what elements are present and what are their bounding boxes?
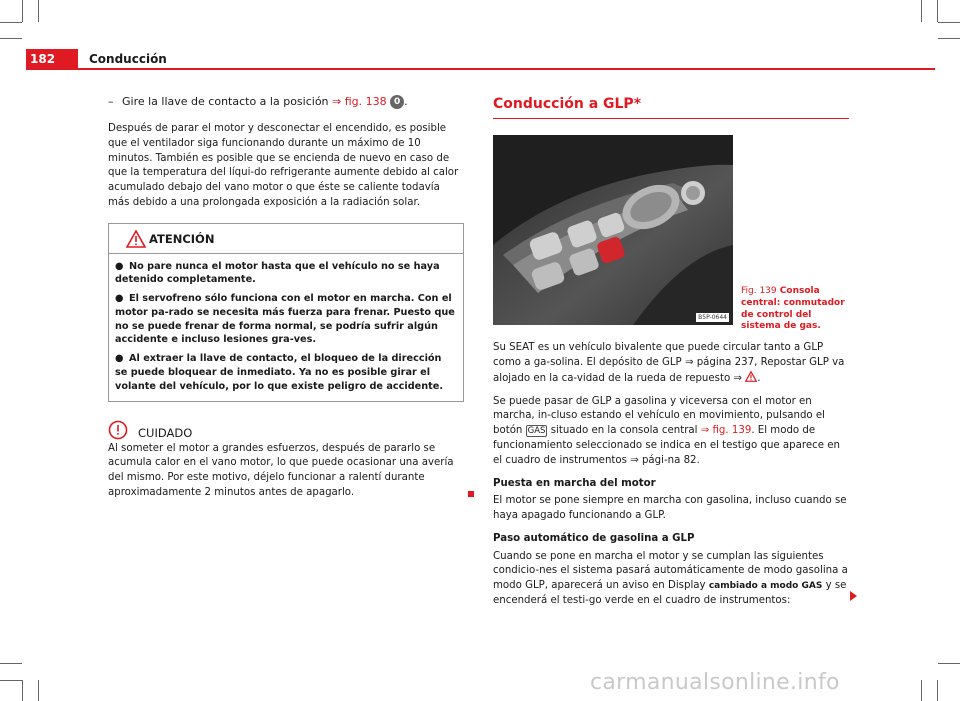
warning-item-text: El servofreno sólo funciona con el motor en marcha. Con el motor pa-rado se necesita más fuerza para frenar. Puesto que no se puede frenar de forma normal, se podría sufrir algún accidente e incluso lesiones gra-ves. (115, 293, 455, 346)
caution-header (108, 420, 464, 442)
display-message: cambiado a modo GAS (708, 581, 823, 592)
caution-exclamation-icon (108, 420, 128, 440)
step-dash: – (108, 95, 114, 108)
section-rule (493, 118, 849, 119)
warning-item-text: Al extraer la llave de contacto, el bloqueo de la dirección se puede bloquear de inmediato. Ya no es posible girar el volante del vehículo, por lo que existe peligro de accidente. (115, 353, 443, 392)
warning-body (109, 254, 463, 401)
warning-triangle-icon (126, 230, 146, 248)
auto-switch-text-b: y se encenderá el testi-go verde en el cuadro de instrumentos: (493, 580, 847, 607)
warning-title: ATENCIÓN (149, 231, 215, 246)
figure-code: B5P-0644 (698, 314, 727, 322)
bullet-icon: ● (115, 353, 124, 365)
crop-mark (0, 22, 22, 23)
crop-mark (937, 0, 938, 22)
position-0-badge: 0 (390, 95, 404, 109)
warning-box (108, 223, 464, 402)
figure-label: Fig. 139 (741, 286, 777, 297)
figure-link[interactable]: ⇒ fig. 139 (700, 425, 752, 437)
left-column (108, 94, 464, 509)
bullet-icon: ● (115, 260, 124, 272)
warning-triangle-icon (745, 371, 757, 382)
page-number: 182 (26, 49, 78, 69)
engine-start-heading: Puesta en marcha del motor (493, 477, 656, 489)
crop-mark (0, 38, 22, 39)
crop-mark (938, 22, 960, 23)
figure-link[interactable]: ⇒ fig. 138 (332, 95, 387, 108)
switch-text-c: . El modo de funcionamiento seleccionado se indica en el testigo que aparece en el cuadro de instrumentos ⇒ pági-na 82. (493, 425, 840, 466)
caution-title: CUIDADO (138, 425, 193, 440)
instruction-step (108, 94, 464, 110)
auto-switch-paragraph (493, 550, 849, 609)
gas-button-symbol: GAS (527, 426, 546, 437)
fan-paragraph: Después de parar el motor y desconectar el encendido, es posible que el ventilador siga funcionando durante un máximo de 10 minutos. También es posible que se encienda de nuevo en caso de que la temperatura del líqui-do refrigerante aumente debido al calor acumulado debajo del vano motor o que éste se caliente todavía más debido a una prolongada exposición a la radiación solar. (108, 122, 459, 208)
warning-item (115, 352, 457, 393)
crop-mark (22, 680, 23, 701)
crop-mark (921, 0, 922, 22)
crop-mark (937, 680, 938, 701)
crop-mark (0, 663, 22, 664)
warning-header (109, 224, 463, 254)
warning-item (115, 292, 457, 347)
bivalent-text: Su SEAT es un vehículo bivalente que puede circular tanto a GLP como a ga-solina. El depósito de GLP ⇒ página 237, Repostar GLP va alojado en la ca-vidad de la rueda de repuesto ⇒ (493, 342, 845, 384)
step-text: Gire la llave de contacto a la posición (122, 95, 329, 108)
caution-text: Al someter el motor a grandes esfuerzos, después de pararlo se acumula calor en el vano motor, lo que puede ocasionar una avería del mismo. Por este motivo, déjelo funcionar a ralentí durante aproximadamente 2 minutos antes de apagarlo. (108, 442, 454, 498)
caution-block (108, 420, 464, 501)
figure-caption-text: Consola central: conmutador de control del sistema de gas. (741, 286, 845, 332)
crop-mark (38, 680, 39, 701)
crop-mark (938, 663, 960, 664)
crop-mark (0, 680, 22, 681)
figure-139 (493, 135, 849, 332)
crop-mark (22, 0, 23, 22)
step-end: . (404, 95, 408, 108)
figure-caption (741, 286, 851, 333)
bivalent-end: . (757, 372, 761, 384)
bivalent-paragraph (493, 341, 849, 386)
right-column (493, 94, 849, 617)
watermark: carmanualsonline.info (590, 670, 840, 695)
auto-switch-heading: Paso automático de gasolina a GLP (493, 532, 695, 544)
warning-item-text: No pare nunca el motor hasta que el vehículo no se haya detenido completamente. (115, 260, 440, 286)
lpg-section-title: Conducción a GLP* (493, 96, 642, 112)
switch-paragraph (493, 395, 849, 469)
center-console-illustration (493, 135, 733, 325)
console-photo (493, 135, 733, 325)
switch-text-b: situado en la consola central (550, 425, 698, 437)
crop-mark (921, 680, 922, 701)
continue-arrow-icon (850, 591, 857, 601)
header-rule (26, 68, 935, 70)
warning-item (115, 260, 457, 288)
section-end-mark (468, 491, 474, 497)
switch-text-a: Se puede pasar de GLP a gasolina y viceversa con el motor en marcha, in-cluso estando el vehículo en movimiento, pulsando el botón (493, 395, 825, 437)
section-title: Conducción (89, 52, 167, 66)
crop-mark (38, 0, 39, 22)
engine-start-text: El motor se pone siempre en marcha con gasolina, incluso cuando se haya apagado funcionando a GLP. (493, 495, 847, 522)
crop-mark (938, 38, 960, 39)
bullet-icon: ● (115, 293, 124, 305)
auto-switch-text-a: Cuando se pone en marcha el motor y se cumplan las siguientes condicio-nes el sistema pasará automáticamente de modo gasolina a modo GLP, aparecerá un aviso en Display (493, 550, 848, 592)
